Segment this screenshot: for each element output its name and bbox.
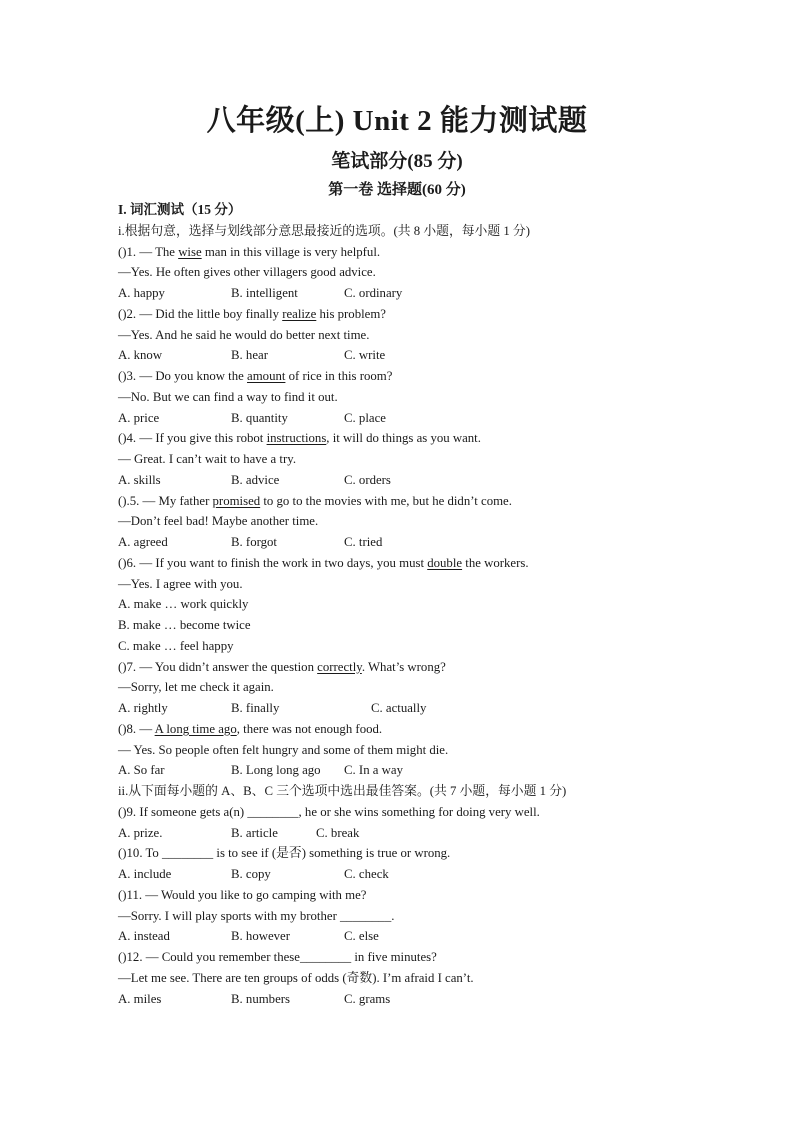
option-b: B. hear — [231, 348, 268, 363]
reply-2: —Yes. And he said he would do better next time. — [118, 327, 370, 342]
question-3: ()3. — Do you know the amount of rice in this room? — [118, 369, 393, 383]
page-subtitle: 笔试部分(85 分) — [331, 151, 463, 172]
option-a: A. prize. — [118, 825, 163, 840]
options-11 — [118, 926, 758, 947]
option-b: B. quantity — [231, 410, 288, 425]
option-c: C. orders — [344, 472, 391, 487]
section-heading: I. 词汇测试（15 分） — [118, 202, 242, 217]
options-1 — [118, 283, 758, 304]
underlined-word: promised — [212, 493, 261, 508]
underlined-word: A long time ago — [154, 721, 237, 736]
options-5 — [118, 532, 758, 553]
underlined-word: wise — [178, 244, 202, 259]
part-heading: 第一卷 选择题(60 分) — [328, 182, 466, 198]
option-a: A. miles — [118, 991, 162, 1006]
option-a: A. agreed — [118, 535, 168, 549]
underlined-word: realize — [282, 306, 317, 321]
option-c: C. tried — [344, 535, 383, 549]
option-a: A. skills — [118, 472, 161, 487]
reply-11: —Sorry. I will play sports with my brother ________. — [118, 908, 395, 923]
question-5: ().5. — My father promised to go to the movies with me, but he didn’t come. — [118, 493, 512, 508]
reply-5: —Don’t feel bad! Maybe another time. — [118, 514, 319, 529]
question-6: ()6. — If you want to finish the work in two days, you must double the workers. — [118, 555, 529, 570]
underlined-word: instructions — [266, 431, 327, 446]
question-11: ()11. — Would you like to go camping with me? — [118, 887, 367, 902]
options-9 — [118, 823, 758, 844]
options-12 — [118, 989, 758, 1010]
option-c: C. place — [344, 410, 386, 425]
option-b: B. advice — [231, 472, 280, 487]
question-4: ()4. — If you give this robot instructions, it will do things as you want. — [118, 431, 481, 446]
options-7 — [118, 698, 758, 719]
option-a: A. make … work quickly — [118, 597, 249, 612]
option-a: A. instead — [118, 929, 170, 944]
option-a: A. So far — [118, 763, 165, 778]
question-9: ()9. If someone gets a(n) ________, he or she wins something for doing very well. — [118, 804, 540, 819]
option-c: C. ordinary — [344, 286, 403, 300]
option-c: C. check — [344, 867, 389, 881]
option-c: C. break — [316, 825, 360, 840]
reply-7: —Sorry, let me check it again. — [118, 680, 274, 695]
option-a: A. price — [118, 410, 160, 425]
options-4 — [118, 470, 758, 491]
reply-1: —Yes. He often gives other villagers good advice. — [118, 265, 376, 280]
option-b: B. finally — [231, 701, 280, 715]
option-c: C. grams — [344, 991, 391, 1006]
question-12: ()12. — Could you remember these________ in five minutes? — [118, 950, 437, 964]
option-a: A. rightly — [118, 701, 168, 715]
reply-6: —Yes. I agree with you. — [118, 576, 243, 591]
option-b: B. however — [231, 929, 290, 944]
options-8 — [118, 760, 758, 781]
page-title: 八年级(上) Unit 2 能力测试题 — [206, 105, 588, 137]
option-b: B. make … become twice — [118, 618, 251, 632]
question-1: ()1. — The wise man in this village is very helpful. — [118, 244, 381, 259]
question-8: ()8. — A long time ago, there was not enough food. — [118, 721, 383, 736]
option-a: A. know — [118, 348, 163, 363]
instruction-i: i.根据句意，选择与划线部分意思最接近的选项。(共 8 小题，每小题 1 分) — [118, 223, 530, 238]
question-10: ()10. To ________ is to see if (是否) something is true or wrong. — [118, 846, 451, 861]
option-c: C. actually — [371, 701, 427, 715]
exam-body — [118, 200, 758, 1009]
option-c: C. write — [344, 348, 386, 363]
option-b: B. numbers — [231, 991, 291, 1006]
option-c: C. In a way — [344, 763, 403, 778]
option-b: B. Long long ago — [231, 763, 321, 778]
underlined-word: amount — [247, 369, 286, 383]
reply-8: — Yes. So people often felt hungry and some of them might die. — [118, 742, 449, 757]
option-b: B. copy — [231, 867, 271, 881]
underlined-word: double — [427, 555, 463, 570]
reply-12: —Let me see. There are ten groups of odds (奇数). I’m afraid I can’t. — [118, 970, 474, 985]
option-b: B. forgot — [231, 535, 277, 549]
option-b: B. article — [231, 825, 278, 840]
option-c: C. else — [344, 929, 379, 944]
option-b: B. intelligent — [231, 286, 298, 300]
instruction-ii: ii.从下面每小题的 A、B、C 三个选项中选出最佳答案。(共 7 小题，每小题 1 分) — [118, 784, 567, 798]
question-2: ()2. — Did the little boy finally realize his problem? — [118, 306, 386, 321]
option-a: A. include — [118, 867, 172, 881]
question-7: ()7. — You didn’t answer the question correctly. What’s wrong? — [118, 659, 446, 674]
options-10 — [118, 864, 758, 885]
option-c: C. make … feel happy — [118, 638, 234, 653]
options-2 — [118, 345, 758, 366]
underlined-word: correctly — [317, 659, 362, 674]
option-a: A. happy — [118, 286, 165, 300]
reply-3: —No. But we can find a way to find it out. — [118, 389, 338, 404]
options-3 — [118, 408, 758, 429]
reply-4: — Great. I can’t wait to have a try. — [118, 452, 297, 466]
